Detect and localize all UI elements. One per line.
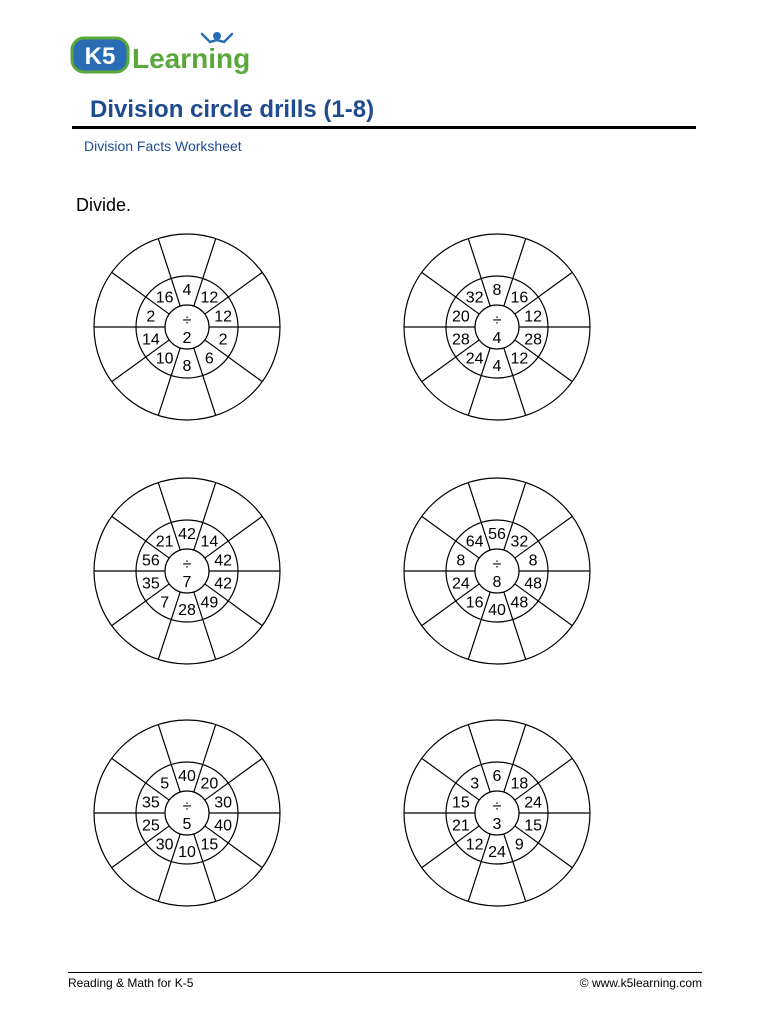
footer-website: © www.k5learning.com	[579, 976, 702, 990]
dividend-number: 16	[155, 289, 174, 307]
dividend-number: 3	[470, 775, 480, 793]
divisor-number: 4	[492, 330, 502, 347]
dividend-number: 10	[178, 844, 196, 861]
division-symbol: ÷	[182, 312, 192, 329]
dividend-number: 4	[182, 282, 192, 299]
dividend-number: 20	[451, 308, 470, 326]
k5-learning-logo-graphic	[70, 28, 270, 80]
dividend-number: 32	[465, 289, 484, 307]
dividend-number: 16	[465, 594, 484, 612]
dividend-number: 5	[160, 775, 170, 793]
dividend-number: 14	[141, 331, 160, 349]
circle-drill	[402, 476, 592, 666]
footer-tagline: Reading & Math for K-5	[68, 976, 194, 990]
dividend-number: 12	[524, 308, 543, 326]
dividend-number: 8	[182, 358, 192, 375]
instruction-text: Divide.	[76, 195, 132, 215]
logo-k5-text: K5	[84, 43, 116, 70]
circle-drill	[92, 476, 282, 666]
dividend-number: 40	[178, 768, 196, 785]
division-symbol: ÷	[182, 556, 192, 573]
footer-divider	[68, 972, 702, 973]
dividend-number: 30	[214, 794, 233, 812]
page-subtitle: Division Facts Worksheet	[84, 138, 242, 154]
dividend-number: 48	[524, 575, 543, 593]
division-symbol: ÷	[492, 312, 502, 329]
dividend-number: 30	[155, 836, 174, 854]
dividend-number: 21	[155, 533, 174, 551]
dividend-number: 56	[488, 526, 506, 543]
dividend-number: 64	[465, 533, 484, 551]
dividend-number: 24	[451, 575, 470, 593]
title-divider	[72, 126, 696, 129]
dividend-number: 2	[146, 308, 156, 326]
circle-drill-graphic	[92, 232, 282, 422]
dividend-number: 49	[200, 594, 219, 612]
dividend-number: 25	[141, 817, 160, 835]
dividend-number: 35	[141, 794, 160, 812]
circle-drill-graphic	[402, 232, 592, 422]
dividend-number: 40	[488, 602, 506, 619]
page-title: Division circle drills (1-8)	[90, 96, 375, 123]
dividend-number: 18	[510, 775, 529, 793]
dividend-number: 28	[451, 331, 470, 349]
k5-learning-logo	[70, 28, 270, 80]
circle-drill	[402, 718, 592, 908]
dividend-number: 4	[492, 358, 502, 375]
dividend-number: 20	[200, 775, 219, 793]
dividend-number: 24	[524, 794, 543, 812]
dividend-number: 16	[510, 289, 529, 307]
dividend-number: 12	[214, 308, 233, 326]
dividend-number: 12	[465, 836, 484, 854]
divisor-number: 2	[182, 330, 192, 347]
dividend-number: 15	[200, 836, 219, 854]
circle-drill-graphic	[402, 718, 592, 908]
dividend-number: 8	[528, 552, 538, 570]
dividend-number: 9	[514, 836, 524, 854]
dividend-number: 48	[510, 594, 529, 612]
dividend-number: 32	[510, 533, 529, 551]
divisor-number: 3	[492, 816, 502, 833]
dividend-number: 10	[155, 350, 174, 368]
dividend-number: 12	[510, 350, 529, 368]
circle-drill-graphic	[92, 476, 282, 666]
dividend-number: 14	[200, 533, 219, 551]
dividend-number: 2	[218, 331, 228, 349]
dividend-number: 6	[204, 350, 214, 368]
divisor-number: 5	[182, 816, 192, 833]
divisor-number: 7	[182, 574, 192, 591]
dividend-number: 12	[200, 289, 219, 307]
dividend-number: 6	[492, 768, 502, 785]
circle-drill	[92, 232, 282, 422]
division-symbol: ÷	[492, 556, 502, 573]
dividend-number: 8	[456, 552, 466, 570]
division-symbol: ÷	[182, 798, 192, 815]
logo-learning-text: Learning	[132, 43, 251, 74]
dividend-number: 56	[141, 552, 160, 570]
dividend-number: 15	[524, 817, 543, 835]
dividend-number: 42	[214, 575, 233, 593]
dividend-number: 42	[178, 526, 196, 543]
circle-drill-graphic	[92, 718, 282, 908]
circle-drill	[402, 232, 592, 422]
dividend-number: 7	[160, 594, 170, 612]
dividend-number: 21	[451, 817, 470, 835]
dividend-number: 42	[214, 552, 233, 570]
division-symbol: ÷	[492, 798, 502, 815]
dividend-number: 28	[524, 331, 543, 349]
dividend-number: 24	[488, 844, 506, 861]
dividend-number: 35	[141, 575, 160, 593]
circle-drill	[92, 718, 282, 908]
divisor-number: 8	[492, 574, 502, 591]
dividend-number: 40	[214, 817, 233, 835]
circle-drill-graphic	[402, 476, 592, 666]
dividend-number: 15	[451, 794, 470, 812]
dividend-number: 24	[465, 350, 484, 368]
dividend-number: 28	[178, 602, 196, 619]
dividend-number: 8	[492, 282, 502, 299]
